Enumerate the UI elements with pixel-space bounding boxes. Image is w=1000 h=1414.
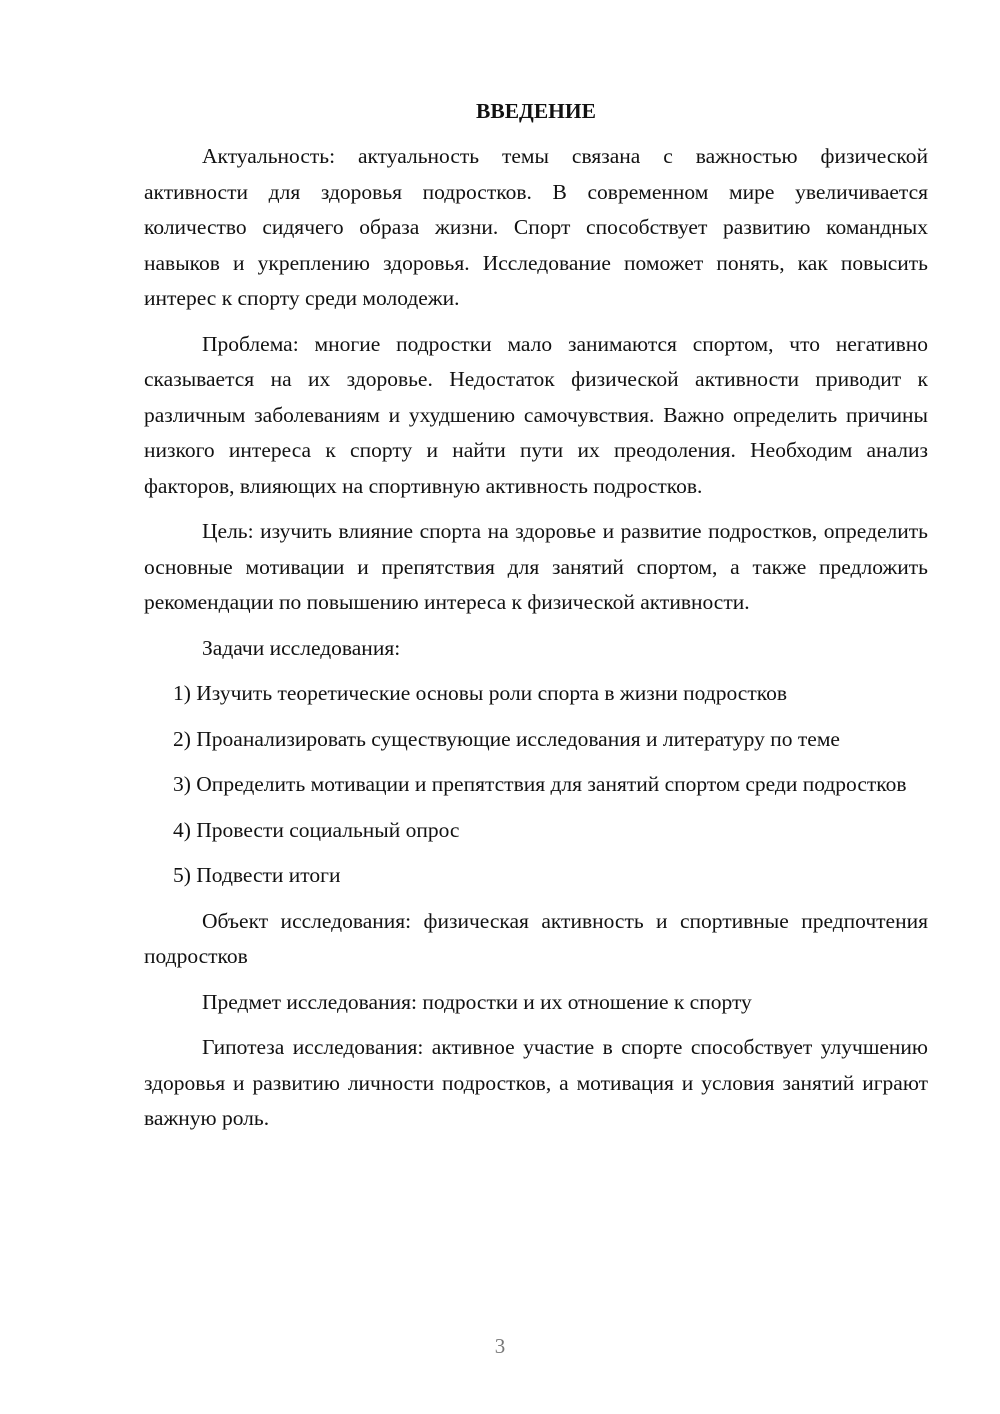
problem-paragraph: Проблема: многие подростки мало занимаются спортом, что негативно сказывается на их здоровье. Недостаток физической активности приводит к различным заболеваниям и ухудшению самочувствия. Важно определить причины низкого интереса к спорту и найти пути их преодоления. Необходим анализ факторов, влияющих на спортивную активность подростков. (144, 331, 928, 498)
task-item: 3) Определить мотивации и препятствия для занятий спортом среди подростков (173, 772, 907, 796)
goal-paragraph: Цель: изучить влияние спорта на здоровье и развитие подростков, определить основные мотивации и препятствия для занятий спортом, а также предложить рекомендации по повышению интереса к физической активности. (144, 519, 928, 614)
hypothesis-paragraph: Гипотеза исследования: активное участие в спорте способствует улучшению здоровья и развитию личности подростков, а мотивация и условия занятий играют важную роль. (144, 1035, 928, 1130)
task-item: 1) Изучить теоретические основы роли спорта в жизни подростков (173, 681, 787, 705)
tasks-heading: Задачи исследования: (202, 635, 401, 660)
page-content (144, 95, 928, 1147)
subject-paragraph: Предмет исследования: подростки и их отношение к спорту (202, 989, 752, 1014)
relevance-paragraph: Актуальность: актуальность темы связана с важностью физической активности для здоровья подростков. В современном мире увеличивается количество сидячего образа жизни. Спорт способствует развитию командных навыков и укреплению здоровья. Исследование поможет понять, как повысить интерес к спорту среди молодежи. (144, 144, 928, 310)
section-title: ВВЕДЕНИЕ (476, 99, 596, 123)
page-number: 3 (494, 1334, 506, 1358)
task-item: 4) Провести социальный опрос (173, 817, 460, 842)
task-item: 5) Подвести итоги (173, 863, 341, 887)
task-item: 2) Проанализировать существующие исследования и литературу по теме (173, 726, 840, 751)
object-paragraph: Объект исследования: физическая активность и спортивные предпочтения подростков (144, 908, 928, 968)
